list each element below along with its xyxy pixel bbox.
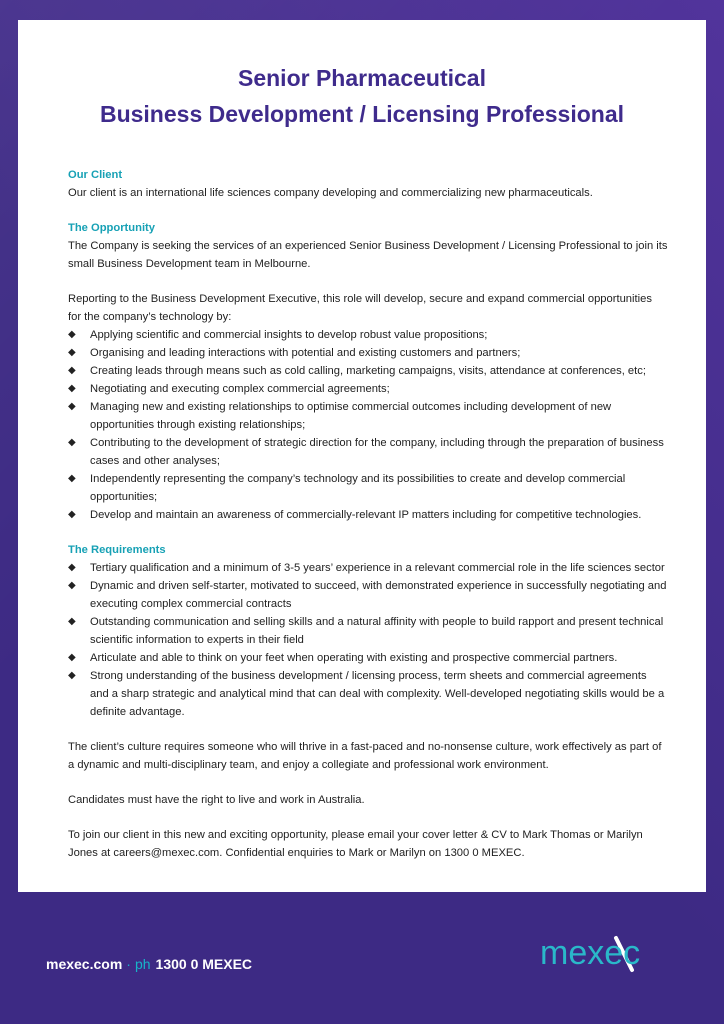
list-item: ◆ Develop and maintain an awareness of commercially-relevant IP matters including for competitive technologies. <box>68 506 668 524</box>
bullet-icon: ◆ <box>68 652 76 663</box>
website-link[interactable]: mexec.com <box>46 956 123 972</box>
list-item: ◆ Managing new and existing relationships to optimise commercial outcomes including development of new opportunities through existing relationships; <box>68 398 668 434</box>
culture-text: The client’s culture requires someone who will thrive in a fast-paced and no-nonsense culture, work effectively as part of a dynamic and multi-disciplinary team, and enjoy a collegiate and professional work environment. <box>68 741 662 771</box>
list-item: ◆ Applying scientific and commercial insights to develop robust value propositions; <box>68 326 668 344</box>
list-item: ◆ Organising and leading interactions with potential and existing customers and partners; <box>68 344 668 362</box>
rights-text: Candidates must have the right to live and work in Australia. <box>68 794 365 806</box>
list-item: ◆ Articulate and able to think on your feet when operating with existing and prospective commercial partners. <box>68 649 668 667</box>
opportunity-list <box>68 326 668 524</box>
phone-prefix: ph <box>134 956 151 972</box>
title-line-2: Business Development / Licensing Professional <box>99 101 625 127</box>
bullet-icon: ◆ <box>68 473 76 484</box>
page-title <box>18 60 706 132</box>
footer-contact <box>46 956 252 972</box>
document-body <box>68 166 668 862</box>
bullet-icon: ◆ <box>68 580 76 591</box>
opportunity-intro: Reporting to the Business Development Executive, this role will develop, secure and expand commercial opportunities for the company’s technology by: <box>68 293 652 323</box>
list-item: ◆ Independently representing the company’s technology and its possibilities to create and develop commercial opportunities; <box>68 470 668 506</box>
bullet-icon: ◆ <box>68 509 76 520</box>
mexec-logo <box>540 928 680 976</box>
bullet-icon: ◆ <box>68 437 76 448</box>
list-item: ◆ Negotiating and executing complex commercial agreements; <box>68 380 668 398</box>
bullet-icon: ◆ <box>68 347 76 358</box>
phone-number: 1300 0 MEXEC <box>155 956 253 972</box>
bullet-icon: ◆ <box>68 616 76 627</box>
title-line-1: Senior Pharmaceutical <box>238 65 486 91</box>
bullet-icon: ◆ <box>68 401 76 412</box>
bullet-icon: ◆ <box>68 670 76 681</box>
bullet-icon: ◆ <box>68 329 76 340</box>
client-text: Our client is an international life sciences company developing and commercializing new pharmaceuticals. <box>68 187 593 199</box>
list-item: ◆ Contributing to the development of strategic direction for the company, including through the preparation of business cases and other analyses; <box>68 434 668 470</box>
opportunity-heading: The Opportunity <box>68 222 156 234</box>
bullet-icon: ◆ <box>68 562 76 573</box>
client-heading: Our Client <box>68 169 123 181</box>
list-item: ◆ Tertiary qualification and a minimum of 3-5 years’ experience in a relevant commercial role in the life sciences sector <box>68 559 668 577</box>
requirements-heading: The Requirements <box>68 544 166 556</box>
opportunity-text: The Company is seeking the services of an experienced Senior Business Development / Licensing Professional to join its small Business Development team in Melbourne. <box>68 240 668 270</box>
list-item: ◆ Creating leads through means such as cold calling, marketing campaigns, visits, attendance at conferences, etc; <box>68 362 668 380</box>
apply-text: To join our client in this new and exciting opportunity, please email your cover letter & CV to Mark Thomas or Marilyn Jones at careers@mexec.com. Confidential enquiries to Mark or Marilyn on 1300 0 MEXEC. <box>68 829 643 859</box>
bullet-icon: ◆ <box>68 365 76 376</box>
list-item: ◆ Outstanding communication and selling skills and a natural affinity with people to build rapport and present technical scientific information to experts in their field <box>68 613 668 649</box>
bullet-icon: ◆ <box>68 383 76 394</box>
list-item: ◆ Strong understanding of the business development / licensing process, term sheets and commercial agreements and a sharp strategic and analytical mind that can deal with complexity. Well-developed negotiating skills would be a definite advantage. <box>68 667 668 721</box>
logo-wordmark: mexec <box>540 934 641 972</box>
document-page <box>18 20 706 892</box>
requirements-list <box>68 559 668 721</box>
separator-dot: · <box>126 956 131 972</box>
list-item: ◆ Dynamic and driven self-starter, motivated to succeed, with demonstrated experience in successfully negotiating and executing complex commercial contracts <box>68 577 668 613</box>
